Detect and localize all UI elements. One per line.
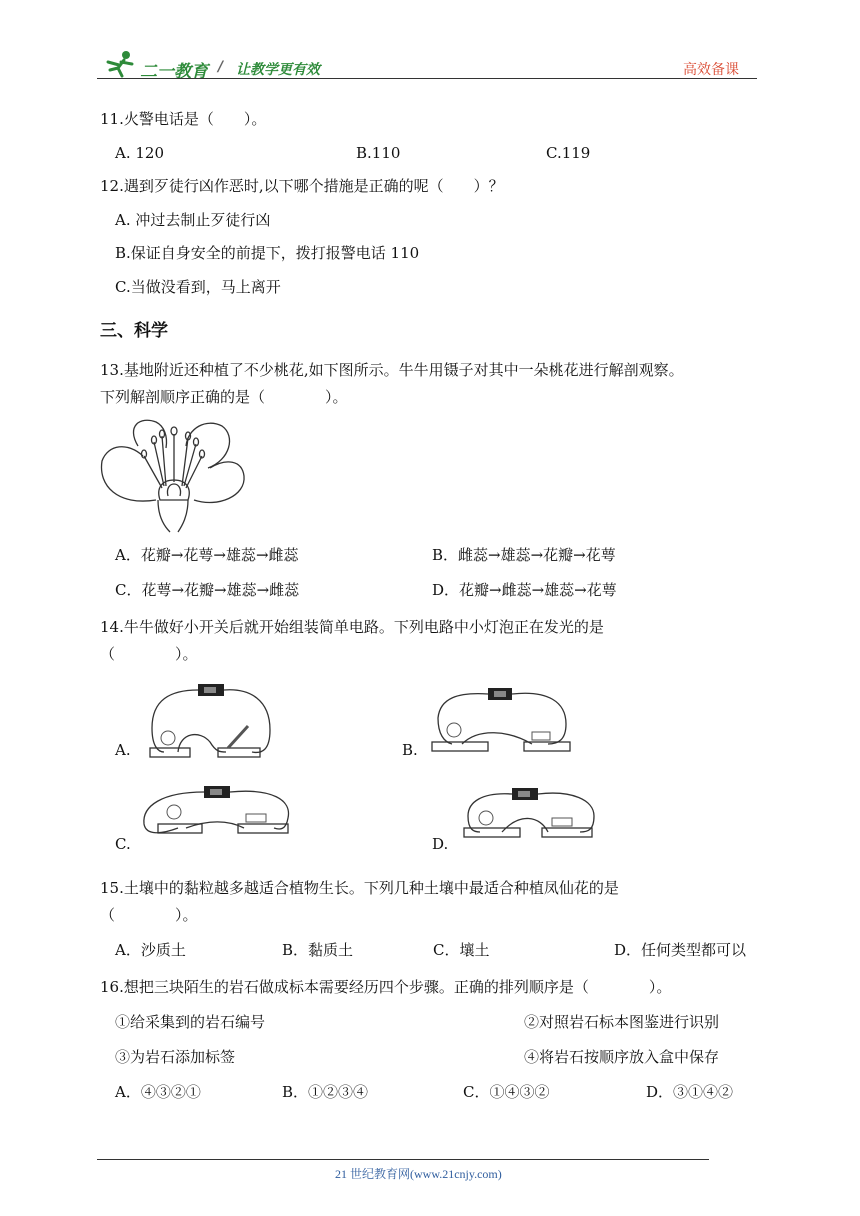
question-12-option-c: C.当做没看到，马上离开: [115, 278, 281, 296]
circuit-d-diagram: [460, 782, 606, 844]
question-15-option-a: A．沙质土: [115, 941, 186, 959]
question-15-stem-line2: （ ）。: [100, 906, 198, 924]
question-12-option-b: B.保证自身安全的前提下，拨打报警电话 110: [115, 244, 420, 262]
question-15-option-b: B．黏质土: [282, 941, 354, 959]
question-13-stem-line2: 下列解剖顺序正确的是（ ）。: [100, 388, 348, 406]
question-16-step-3: ③为岩石添加标签: [115, 1048, 236, 1066]
header-right-tag: 高效备课: [683, 62, 739, 78]
question-14-stem-line2: （ ）。: [100, 645, 198, 663]
question-13-option-b: B．雌蕊→雄蕊→花瓣→花萼: [432, 546, 616, 564]
section-heading: 三、科学: [100, 321, 168, 341]
question-11-option-a: A. 120: [115, 144, 164, 162]
question-15-option-c: C．壤土: [433, 941, 490, 959]
question-15-option-d: D．任何类型都可以: [614, 941, 747, 959]
question-14-option-c: C.: [115, 835, 131, 853]
question-16-step-1: ①给采集到的岩石编号: [115, 1013, 266, 1031]
slogan: 让教学更有效: [236, 62, 320, 78]
runner-logo-icon: [104, 50, 140, 78]
question-13-option-c: C．花萼→花瓣→雄蕊→雌蕊: [115, 581, 300, 599]
question-12-option-a: A. 冲过去制止歹徒行凶: [115, 211, 271, 229]
question-16-step-2: ②对照岩石标本图鉴进行识别: [524, 1013, 720, 1031]
question-12-stem: 12.遇到歹徒行凶作恶时,以下哪个措施是正确的呢（ ）？: [100, 177, 504, 195]
question-13-stem-line1: 13.基地附近还种植了不少桃花,如下图所示。牛牛用镊子对其中一朵桃花进行解剖观察。: [100, 361, 684, 379]
slogan-separator: /: [218, 59, 224, 75]
footer-divider: [97, 1159, 709, 1160]
question-14-option-b: B.: [402, 741, 418, 759]
question-16-stem: 16.想把三块陌生的岩石做成标本需要经历四个步骤。正确的排列顺序是（ ）。: [100, 978, 672, 996]
question-11-stem: 11.火警电话是（ ）。: [100, 110, 267, 128]
question-13-option-a: A．花瓣→花萼→雄蕊→雌蕊: [115, 546, 299, 564]
question-16-option-b: B．①②③④: [282, 1083, 369, 1101]
question-14-option-d: D.: [432, 835, 449, 853]
header-divider: [97, 78, 757, 79]
question-13-option-d: D．花瓣→雌蕊→雄蕊→花萼: [432, 581, 617, 599]
question-11-option-b: B.110: [356, 144, 401, 162]
question-16-option-c: C．①④③②: [463, 1083, 550, 1101]
footer-text: 21 世纪教育网(www.21cnjy.com): [335, 1167, 502, 1181]
question-16-option-a: A．④③②①: [115, 1083, 201, 1101]
question-16-option-d: D．③①④②: [646, 1083, 734, 1101]
question-14-stem-line1: 14.牛牛做好小开关后就开始组装简单电路。下列电路中小灯泡正在发光的是: [100, 618, 604, 636]
question-16-step-4: ④将岩石按顺序放入盒中保存: [524, 1048, 720, 1066]
circuit-c-diagram: [138, 780, 294, 842]
question-14-option-a: A.: [115, 741, 131, 759]
logo-text: 二一教育: [140, 62, 208, 82]
circuit-a-diagram: [140, 680, 280, 760]
question-11-option-c: C.119: [546, 144, 591, 162]
peach-flower-diagram: [98, 416, 250, 534]
question-15-stem-line1: 15.土壤中的黏粒越多越适合植物生长。下列几种土壤中最适合种植凤仙花的是: [100, 879, 619, 897]
circuit-b-diagram: [428, 684, 574, 756]
